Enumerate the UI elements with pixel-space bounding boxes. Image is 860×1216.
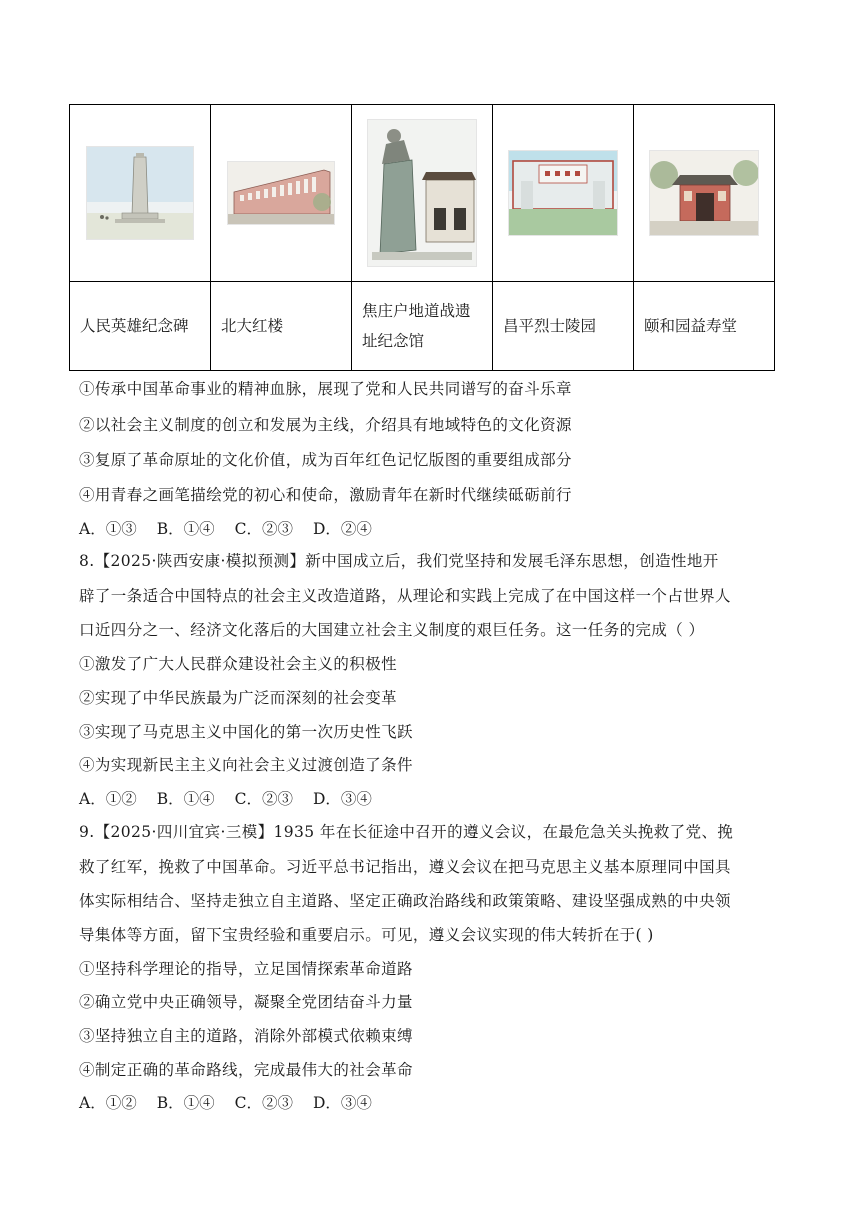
q8-statement: ③实现了马克思主义中国化的第一次历史性飞跃 (79, 723, 413, 741)
monument-sketch-icon (87, 147, 193, 239)
option-d: D．②④ (312, 520, 372, 538)
option-c: C．②③ (234, 520, 293, 538)
q8-stem-line: 口近四分之一、经济文化落后的大国建立社会主义制度的艰巨任务。这一任务的完成（ ） (79, 621, 705, 639)
q7-statement: ①传承中国革命事业的精神血脉，展现了党和人民共同谱写的奋斗乐章 (79, 380, 572, 398)
cell-label-line: 焦庄户地道战遗 (362, 302, 471, 320)
q8-statement: ①激发了广大人民群众建设社会主义的积极性 (79, 655, 398, 673)
memorial-statue-sketch-icon (368, 120, 476, 266)
q9-stem-line: 体实际相结合、坚持走独立自主道路、坚定正确政治路线和政策策略、建设坚强成熟的中央领 (79, 892, 731, 910)
cell-label-line: 址纪念馆 (362, 332, 425, 350)
q8-statement: ④为实现新民主主义向社会主义过渡创造了条件 (79, 756, 413, 774)
red-building-sketch-icon (228, 162, 334, 224)
q9-options (79, 1091, 392, 1113)
q9-statement: ②确立党中央正确领导，凝聚全党团结奋斗力量 (79, 993, 413, 1011)
option-d: D．③④ (312, 790, 372, 808)
q8-statement: ②实现了中华民族最为广泛而深刻的社会变革 (79, 689, 398, 707)
image-cell (70, 105, 211, 282)
option-c: C．②③ (234, 790, 293, 808)
q7-statement: ③复原了革命原址的文化价值，成为百年红色记忆版图的重要组成部分 (79, 451, 572, 469)
courtyard-hall-sketch-icon (650, 151, 758, 235)
q8-options (79, 787, 392, 809)
option-a: A．①② (79, 790, 137, 808)
q9-statement: ①坚持科学理论的指导，立足国情探索革命道路 (79, 960, 413, 978)
q9-statement: ④制定正确的革命路线，完成最伟大的社会革命 (79, 1061, 413, 1079)
image-cell (634, 105, 775, 282)
image-row (70, 105, 775, 282)
cell-label: 颐和园益寿堂 (634, 282, 775, 371)
image-cell (493, 105, 634, 282)
image-cell (352, 105, 493, 282)
cell-label: 北大红楼 (211, 282, 352, 371)
option-c: C．②③ (234, 1094, 293, 1112)
q9-stem-line: 导集体等方面，留下宝贵经验和重要启示。可见，遵义会议实现的伟大转折在于( ) (79, 926, 654, 944)
landmark-table (69, 104, 775, 371)
option-a: A．①③ (79, 520, 137, 538)
label-row (70, 282, 775, 371)
q8-stem-line: 8.【2025·陕西安康·模拟预测】新中国成立后，我们党坚持和发展毛泽东思想，创造性地开 (79, 552, 719, 570)
image-cell (211, 105, 352, 282)
q9-stem-line: 9.【2025·四川宜宾·三模】1935 年在长征途中召开的遵义会议，在最危急关头挽救了党、挽 (79, 823, 734, 841)
cell-label (352, 282, 493, 371)
q8-stem-line: 辟了一条适合中国特点的社会主义改造道路，从理论和实践上完成了在中国这样一个占世界人 (79, 587, 731, 605)
q7-options (79, 517, 392, 539)
option-b: B．①④ (156, 790, 215, 808)
q7-statement: ④用青春之画笔描绘党的初心和使命，激励青年在新时代继续砥砺前行 (79, 486, 572, 504)
q9-stem-line: 救了红军，挽救了中国革命。习近平总书记指出，遵义会议在把马克思主义基本原理同中国具 (79, 858, 731, 876)
option-b: B．①④ (156, 520, 215, 538)
cell-label: 昌平烈士陵园 (493, 282, 634, 371)
q7-statement: ②以社会主义制度的创立和发展为主线，介绍具有地域特色的文化资源 (79, 416, 572, 434)
cemetery-gate-sketch-icon (509, 151, 617, 235)
option-b: B．①④ (156, 1094, 215, 1112)
cell-label: 人民英雄纪念碑 (70, 282, 211, 371)
option-a: A．①② (79, 1094, 137, 1112)
option-d: D．③④ (312, 1094, 372, 1112)
q9-statement: ③坚持独立自主的道路，消除外部模式依赖束缚 (79, 1027, 413, 1045)
